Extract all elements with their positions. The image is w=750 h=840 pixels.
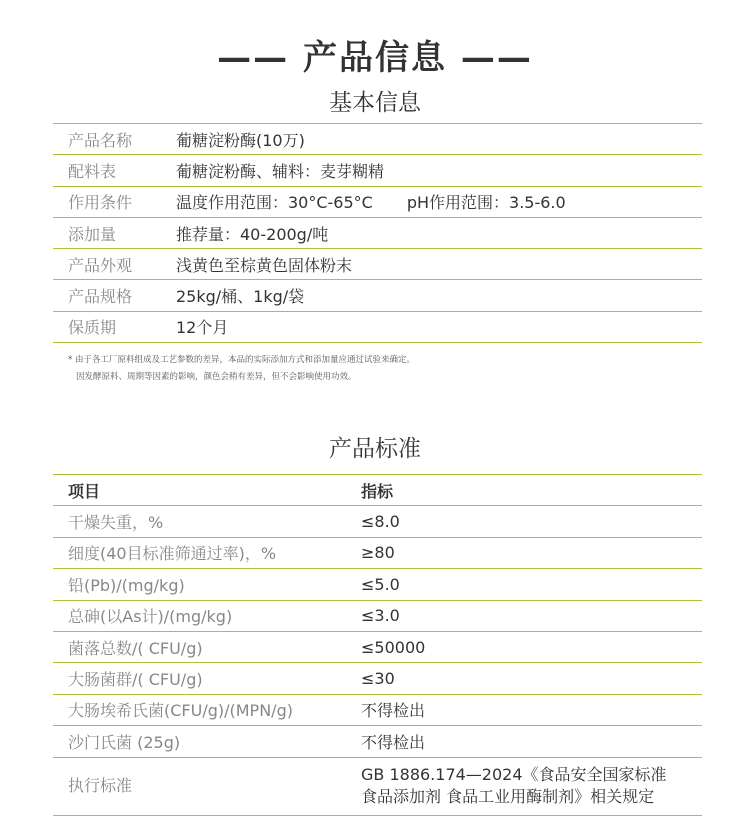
row-item: 大肠菌群/( CFU/g) <box>53 663 361 694</box>
row-label: 产品外观 <box>53 249 176 280</box>
footnote: * 由于各工厂原料组成及工艺参数的差异，本品的实际添加方式和添加量应通过试验来确定。 <box>68 355 415 365</box>
row-value: 推荐量：40-200g/吨 <box>176 217 702 248</box>
table-row <box>53 249 702 280</box>
table-row <box>53 600 702 631</box>
footnote: 因发酵原料、周期等因素的影响，颜色会稍有差异，但不会影响使用功效。 <box>76 372 357 382</box>
column-header-item: 项目 <box>53 475 361 506</box>
table-row <box>53 726 702 757</box>
row-item: 菌落总数/( CFU/g) <box>53 631 361 662</box>
row-item: 细度(40目标准筛通过率)，% <box>53 537 361 568</box>
row-value: ≤3.0 <box>361 600 702 631</box>
standard-title: 产品标准 <box>329 436 421 462</box>
row-value: ≤5.0 <box>361 569 702 600</box>
row-value: ≥80 <box>361 537 702 568</box>
row-value: ≤8.0 <box>361 506 702 537</box>
basic-info-title: 基本信息 <box>329 90 421 116</box>
page-title: —— 产品信息 —— <box>217 38 533 78</box>
row-label: 产品规格 <box>53 280 176 311</box>
table-row <box>53 537 702 568</box>
row-value: 25kg/桶、1kg/袋 <box>176 280 702 311</box>
row-item: 沙门氏菌 (25g) <box>53 726 361 757</box>
row-value: 12个月 <box>176 311 702 342</box>
table-row <box>53 631 702 662</box>
table-row <box>53 155 702 186</box>
row-item: 总砷(以As计)/(mg/kg) <box>53 600 361 631</box>
row-label: 配料表 <box>53 155 176 186</box>
table-row <box>53 663 702 694</box>
ph-range: pH作用范围：3.5-6.0 <box>406 193 566 213</box>
table-row <box>53 506 702 537</box>
row-value: 葡糖淀粉酶、辅料：麦芽糊精 <box>176 155 702 186</box>
row-value: 葡糖淀粉酶(10万) <box>176 124 702 155</box>
temperature-range: 温度作用范围：30°C-65°C <box>176 193 373 213</box>
footnotes <box>68 352 415 386</box>
row-label: 添加量 <box>53 217 176 248</box>
table-row <box>53 757 702 815</box>
standard-table <box>53 474 702 816</box>
row-item: 大肠埃希氏菌(CFU/g)/(MPN/g) <box>53 694 361 725</box>
table-row <box>53 311 702 342</box>
basic-info-table <box>53 123 702 343</box>
row-value-cell <box>361 757 702 815</box>
row-value: ≤50000 <box>361 631 702 662</box>
table-row <box>53 280 702 311</box>
row-item: 干燥失重，% <box>53 506 361 537</box>
row-label: 产品名称 <box>53 124 176 155</box>
row-value: 浅黄色至棕黄色固体粉末 <box>176 249 702 280</box>
exec-standard-line: 食品添加剂 食品工业用酶制剂》相关规定 <box>361 787 655 807</box>
row-item: 执行标准 <box>53 757 361 815</box>
table-row <box>53 186 702 217</box>
table-header-row <box>53 475 702 506</box>
row-value-cell <box>176 186 702 217</box>
row-label: 作用条件 <box>53 186 176 217</box>
row-value: 不得检出 <box>361 726 702 757</box>
exec-standard-line: GB 1886.174—2024《食品安全国家标准 <box>361 765 667 785</box>
table-row <box>53 124 702 155</box>
row-label: 保质期 <box>53 311 176 342</box>
column-header-indicator: 指标 <box>361 475 702 506</box>
table-row <box>53 569 702 600</box>
table-row <box>53 694 702 725</box>
table-row <box>53 217 702 248</box>
row-item: 铅(Pb)/(mg/kg) <box>53 569 361 600</box>
row-value: ≤30 <box>361 663 702 694</box>
row-value: 不得检出 <box>361 694 702 725</box>
